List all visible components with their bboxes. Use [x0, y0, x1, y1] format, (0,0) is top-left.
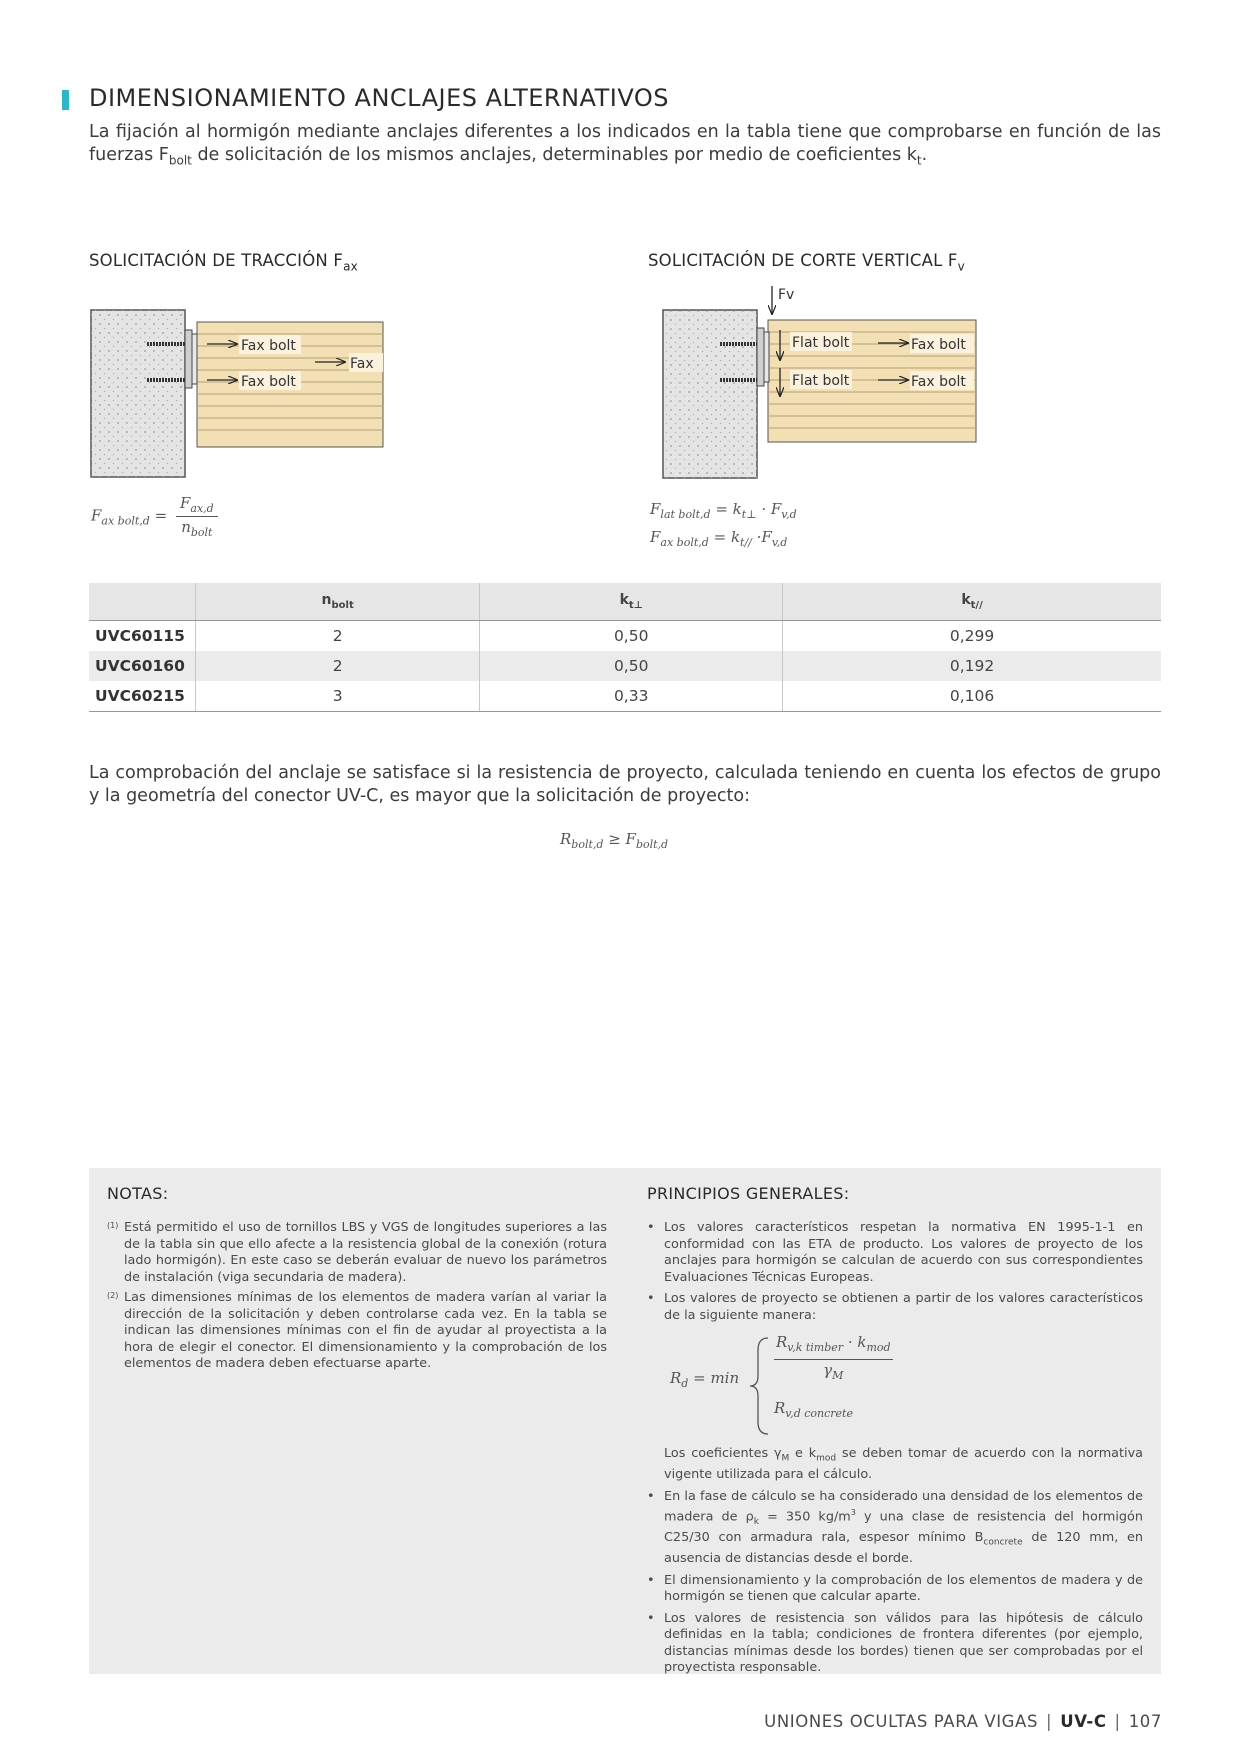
cell-model: UVC60115 [95, 627, 185, 645]
fax-bolt-bottom-label: Fax bolt [241, 374, 296, 390]
table-row [89, 681, 1161, 712]
rd-concrete-term: $R_{v,d concrete}$ [774, 1399, 853, 1420]
flat-bolt-top-label: Flat bolt [792, 335, 850, 351]
fax-bolt-top-label: Fax bolt [241, 338, 296, 354]
shear-formula-lat: $F_{lat bolt,d} = k_{t\perp} \cdot F_{v,d}$ [650, 500, 797, 521]
notes-heading: NOTAS: [107, 1184, 169, 1203]
traction-heading: SOLICITACIÓN DE TRACCIÓN $F_{ax}$ [89, 251, 358, 274]
cell-model: UVC60160 [89, 651, 196, 681]
coef-note: Los coeficientes $\gamma_M$ e $k_{mod}$ se deben tomar de acuerdo con la normativa vigente utilizada para el cálculo. [664, 1446, 1144, 1483]
notes-box [89, 1168, 1161, 1674]
rd-formula [664, 1332, 1143, 1442]
note-item: (2) Las dimensiones mínimas de los elementos de madera varían al variar la dirección de la solicitación y deben controlarse cada vez. En la tabla se indican las dimensiones mínimas con el fin de ayudar al proyectista a la hora de elegir el conector. El dimensionamiento y la comprobación de los elementos de madera deben efectuarse aparte. [107, 1290, 607, 1371]
principles-heading: PRINCIPIOS GENERALES: [647, 1184, 850, 1203]
header-nbolt: $n_{bolt}$ [196, 583, 480, 621]
page-title: DIMENSIONAMIENTO ANCLAJES ALTERNATIVOS [89, 84, 669, 112]
check-relation: $R_{bolt,d} \ge F_{bolt,d}$ [560, 830, 669, 851]
traction-formula: $F_{ax bolt,d}$ = $\frac{F_{ax,d}}{n_{bolt}}$ [91, 494, 218, 539]
page-number: 107 [1128, 1712, 1162, 1731]
list-item: • Los valores de resistencia son válidos para las hipótesis de cálculo definidas en la tabla; condiciones de frontera diferentes (por ejemplo, distancias mínimas desde los bordes) tienen que ser comprobadas por el proyectista responsable. [647, 1611, 1143, 1677]
cell-nbolt: 2 [196, 621, 480, 652]
cell-kt-par: 0,106 [783, 681, 1161, 712]
list-item: • Los valores característicos respetan la normativa EN 1995-1-1 en conformidad con las ETA de producto. Los valores de proyecto de los anclajes para hormigón se calculan de acuerdo con sus correspondientes Evaluaciones Técnicas Europeas. [647, 1220, 1143, 1286]
concrete-block [663, 310, 757, 478]
cell-nbolt: 2 [196, 651, 480, 681]
check-paragraph: La comprobación del anclaje se satisface si la resistencia de proyecto, calculada teniendo en cuenta los efectos de grupo y la geometría del conector UV-C, es mayor que la solicitación de proyecto: [89, 763, 1161, 806]
footer-product: UV-C [1060, 1712, 1107, 1731]
uv-c-connector [185, 330, 197, 388]
cell-kt-perp: 0,33 [480, 681, 783, 712]
concrete-block [91, 310, 185, 477]
cell-nbolt: 3 [196, 681, 480, 712]
notes-list [107, 1220, 607, 1373]
cell-kt-perp: 0,50 [480, 651, 783, 681]
rd-timber-term: $R_{v,k timber} \cdot k_{mod}$ $\gamma_M$ [776, 1333, 891, 1382]
fax-bolt-bottom-label: Fax bolt [911, 374, 966, 390]
page-footer: UNIONES OCULTAS PARA VIGAS | UV-C | 107 [764, 1712, 1162, 1731]
title-accent-bar [62, 90, 69, 110]
list-item: • El dimensionamiento y la comprobación de los elementos de madera y de hormigón se tienen que calcular aparte. [647, 1573, 1143, 1606]
rd-lhs: $R_d = \min$ [670, 1369, 740, 1390]
flat-bolt-bottom-label: Flat bolt [792, 373, 850, 389]
list-item: • Los valores de proyecto se obtienen a partir de los valores característicos de la siguiente manera: $R_d = \min$ $R_{v,k timber} \cdot k_{mod}$ $\gamma_M$ $R_{v,d concrete}$ Los coeficientes $\gamma_M$ e $k_{mod}$ se deben tomar de acuerdo con la normativa vigente utilizada para el cálculo. [647, 1291, 1143, 1484]
header-kt-par: $k_{t//}$ [783, 583, 1161, 621]
table-row [89, 621, 1161, 652]
fax-bolt-top-label: Fax bolt [911, 337, 966, 353]
header-model [89, 583, 196, 621]
intro-paragraph: La fijación al hormigón mediante anclajes diferentes a los indicados en la tabla tiene que comprobarse en función de las fuerzas $F_{bolt}$ de solicitación de los mismos anclajes, determinables por medio de coeficientes $k_t$. [89, 122, 1161, 168]
cell-kt-par: 0,299 [783, 621, 1161, 652]
list-item: • En la fase de cálculo se ha considerado una densidad de los elementos de madera de $\rho_k = 350$ $kg/m^3$ y una clase de resistencia del hormigón C25/30 con armadura rala, espesor mínimo $B_{concrete}$ de 120 mm, en ausencia de distancias desde el borde. [647, 1489, 1143, 1568]
traction-diagram [89, 304, 389, 480]
footer-section: UNIONES OCULTAS PARA VIGAS [764, 1712, 1039, 1731]
table-row [89, 651, 1161, 681]
shear-heading: SOLICITACIÓN DE CORTE VERTICAL $F_v$ [648, 251, 965, 274]
uv-c-connector [757, 328, 769, 386]
note-item: (1) Está permitido el uso de tornillos LBS y VGS de longitudes superiores a las de la tabla sin que ello afecte a la resistencia global de la conexión (rotura lado hormigón). En este caso se deberán evaluar de nuevo los parámetros de instalación (viga secundaria de madera). [107, 1220, 607, 1285]
fv-label: Fv [778, 287, 795, 303]
shear-diagram [660, 282, 980, 482]
coefficients-table [89, 583, 1161, 712]
fax-total-label: Fax [350, 356, 374, 372]
brace-icon [748, 1336, 770, 1436]
cell-model: UVC60215 [89, 681, 196, 712]
shear-formula-ax: $F_{ax bolt,d} = k_{t//} \cdot F_{v,d}$ [650, 528, 788, 549]
cell-kt-perp: 0,50 [480, 621, 783, 652]
cell-kt-par: 0,192 [783, 651, 1161, 681]
table-header-row [89, 583, 1161, 621]
principles-list [647, 1220, 1143, 1682]
header-kt-perp: $k_{t\perp}$ [480, 583, 783, 621]
